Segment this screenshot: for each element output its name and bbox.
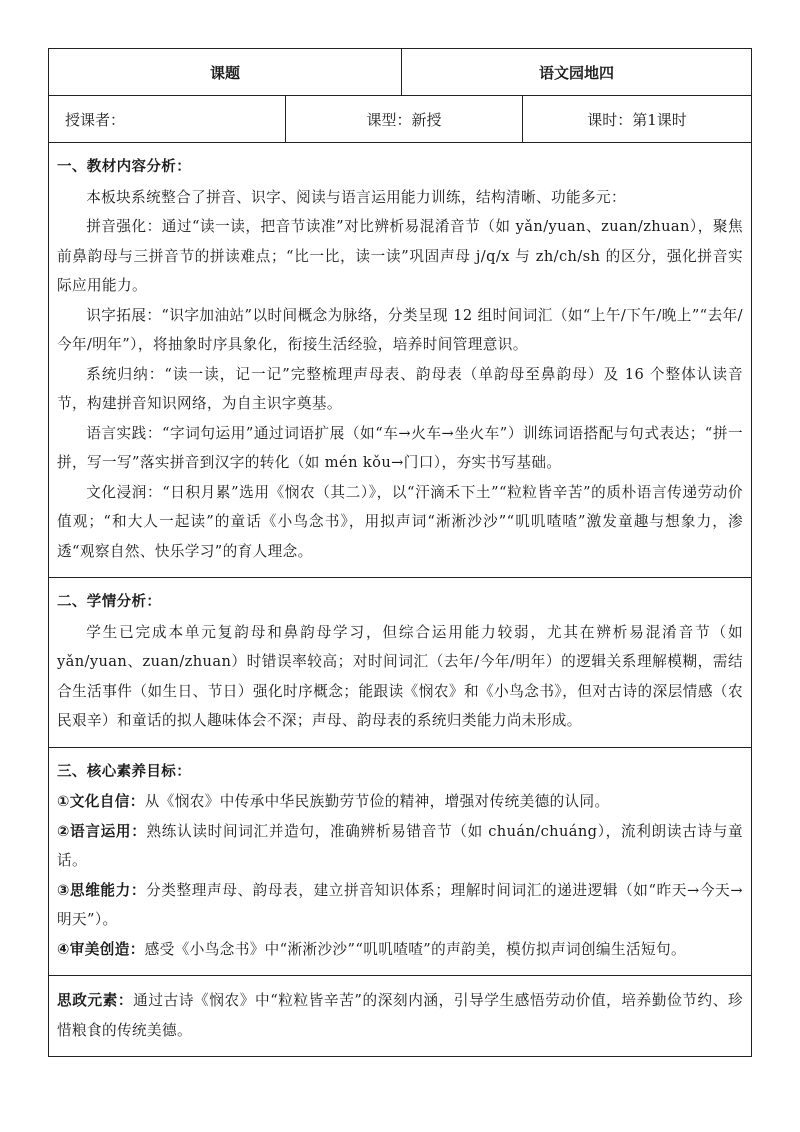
goal-item bbox=[57, 787, 743, 817]
section-title: 二、学情分析： bbox=[57, 594, 162, 610]
goal-text: 从《悯农》中传承中华民族勤劳节俭的精神，增强对传统美德的认同。 bbox=[144, 793, 610, 810]
goal-text: 感受《小鸟念书》中“淅淅沙沙”“叽叽喳喳”的声韵美，模仿拟声词创编生活短句。 bbox=[144, 940, 686, 958]
paragraph: 文化浸润：“日积月累”选用《悯农（其二）》，以“汗滴禾下土”“粒粒皆辛苦”的质朴语言传递劳动价值观；“和大人一起读”的童话《小鸟念书》，用拟声词“淅淅沙沙”“叽叽喳喳”激发童趣与想象力，渗透“观察自然、快乐学习”的育人理念。 bbox=[57, 483, 743, 560]
paragraph: 语言实践：“字词句运用”通过词语扩展（如“车→火车→坐火车”）训练词语搭配与句式表达；“拼一拼，写一写”落实拼音到汉字的转化（如 mén kǒu→门口），夯实书写基础。 bbox=[57, 424, 743, 471]
course-label: 课题 bbox=[209, 63, 240, 82]
section-student-analysis bbox=[49, 578, 751, 748]
meta-row bbox=[49, 96, 751, 143]
paragraph: 本板块系统整合了拼音、识字、阅读与语言运用能力训练，结构清晰、功能多元： bbox=[86, 188, 626, 206]
lesson-type-cell: 课型：新授 bbox=[285, 96, 522, 142]
period-cell: 课时：第1课时 bbox=[522, 96, 751, 142]
paragraph: 系统归纳：“读一读，记一记”完整梳理声母表、韵母表（单韵母至鼻韵母）及 16 个整体认读音节，构建拼音知识网络，为自主识字奠基。 bbox=[57, 365, 743, 412]
goal-item bbox=[57, 935, 743, 965]
paragraph: 拼音强化：通过“读一读，把音节读准”对比辨析易混淆音节（如 yǎn/yuan、zuan/zhuan），聚焦前鼻韵母与三拼音节的拼读难点；“比一比，读一读”巩固声母 j/q/x 与 zh/ch/sh 的区分，强化拼音实际应用能力。 bbox=[57, 218, 743, 294]
paragraph: 识字拓展：“识字加油站”以时间概念为脉络，分类呈现 12 组时间词汇（如“上午/下午/晚上”“去年/今年/明年”），将抽象时序具象化，衔接生活经验，培养时间管理意识。 bbox=[57, 306, 743, 353]
teacher-cell: 授课者： bbox=[65, 110, 126, 129]
course-title: 语文园地四 bbox=[401, 49, 751, 95]
goal-item bbox=[57, 817, 743, 876]
section-title: 三、核心素养目标： bbox=[57, 763, 192, 780]
lesson-plan-table bbox=[48, 48, 752, 1057]
section-textbook-analysis bbox=[49, 143, 751, 578]
ideology-paragraph bbox=[57, 986, 743, 1045]
goal-label: ①文化自信： bbox=[57, 793, 145, 810]
goal-label: ④审美创造： bbox=[57, 940, 145, 958]
goal-item bbox=[57, 876, 743, 935]
goal-text: 分类整理声母、韵母表，建立拼音知识体系；理解时间词汇的递进逻辑（如“昨天→今天→明天”）。 bbox=[57, 881, 743, 928]
section-ideology bbox=[49, 976, 751, 1056]
ideology-text: 通过古诗《悯农》中“粒粒皆辛苦”的深刻内涵，引导学生感悟劳动价值，培养勤俭节约、珍惜粮食的传统美德。 bbox=[57, 992, 743, 1039]
section-title: 一、教材内容分析： bbox=[57, 159, 192, 175]
ideology-label: 思政元素： bbox=[57, 992, 134, 1009]
goal-text: 熟练认读时间词汇并造句，准确辨析易错音节（如 chuán/chuáng），流利朗读古诗与童话。 bbox=[57, 822, 743, 869]
goal-label: ②语言运用： bbox=[57, 822, 147, 840]
section-core-goals bbox=[49, 748, 751, 977]
header-row bbox=[49, 49, 751, 96]
paragraph: 学生已完成本单元复韵母和鼻韵母学习，但综合运用能力较弱，尤其在辨析易混淆音节（如 yǎn/yuan、zuan/zhuan）时错误率较高；对时间词汇（去年/今年/明年）的逻辑关系理解模糊，需结合生活事件（如生日、节日）强化时序概念；能跟读《悯农》和《小鸟念书》，但对古诗的深层情感（农民艰辛）和童话的拟人趣味体会不深；声母、韵母表的系统归类能力尚未形成。 bbox=[57, 623, 743, 729]
goal-label: ③思维能力： bbox=[57, 881, 147, 899]
